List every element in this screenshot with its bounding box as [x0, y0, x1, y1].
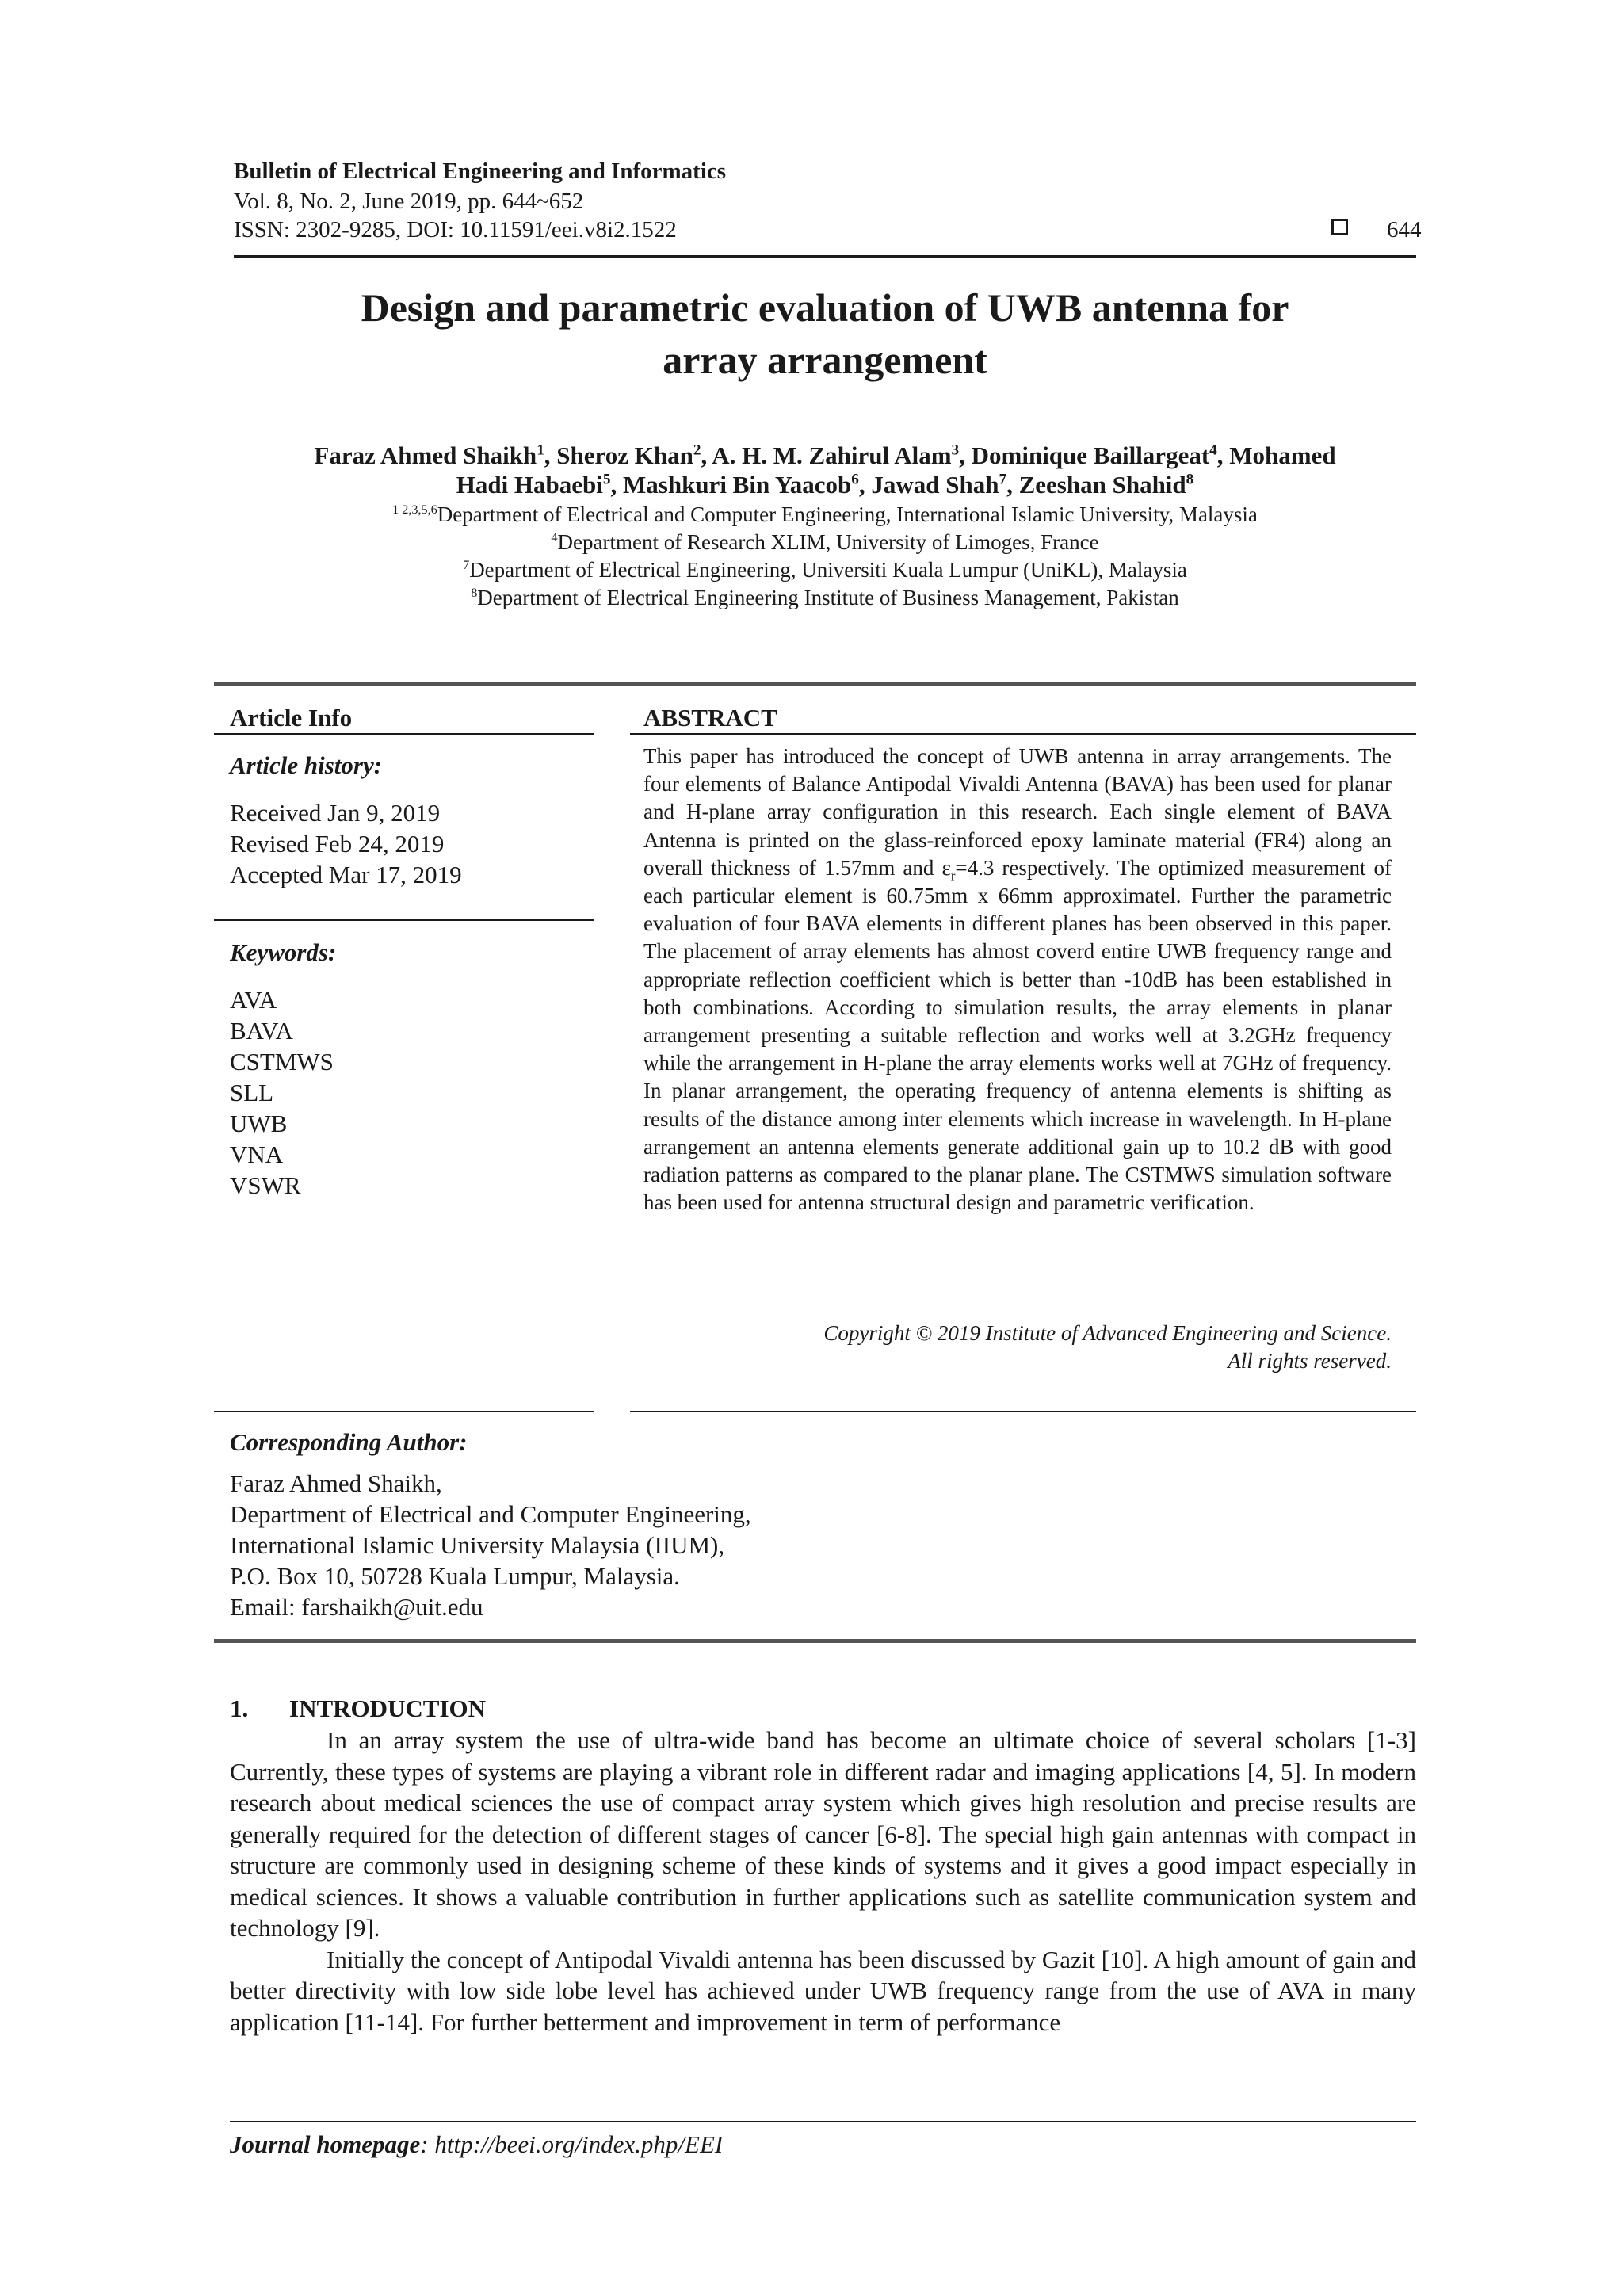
abstract-body: [643, 743, 1392, 1217]
journal-name: Bulletin of Electrical Engineering and Informatics: [234, 159, 727, 184]
section-number: 1.: [230, 1694, 249, 1722]
keywords-rule: [214, 919, 594, 921]
info-box-top-rule: [214, 682, 1416, 686]
author-name: Hadi Habaebi: [456, 471, 603, 499]
affiliation-line: [234, 584, 1416, 612]
affiliation-text: Department of Electrical Engineering, Universiti Kuala Lumpur (UniKL), Malaysia: [469, 558, 1187, 582]
paper-title: [234, 281, 1416, 386]
author-name: A. H. M. Zahirul Alam: [712, 441, 952, 469]
author-separator: ,: [1006, 471, 1019, 499]
author-sup: 6: [851, 471, 859, 488]
accepted-date: Accepted Mar 17, 2019: [230, 861, 462, 888]
author-separator: ,: [858, 471, 872, 499]
affiliations: [234, 501, 1416, 612]
abstract-subscript: r: [950, 868, 956, 884]
footer-label: Journal homepage: [230, 2130, 421, 2158]
info-box-bottom-rule: [214, 1639, 1416, 1643]
affiliation-sup: 7: [463, 558, 470, 572]
affiliation-sup: 4: [551, 530, 558, 544]
affiliation-text: Department of Electrical Engineering Institute of Business Management, Pakistan: [477, 586, 1179, 609]
abstract-part-1: This paper has introduced the concept of UWB antenna in array arrangements. The four elements of Balance Antipodal Vivaldi Antenna (BAVA) has been used for planar and H-plane array configuration in this research. Each single element of BAVA Antenna is printed on the glass-reinforced epoxy laminate material (FR4) along an overall thickness of 1.57mm and ε: [643, 744, 1392, 880]
author-separator: ,: [959, 441, 972, 469]
keyword: AVA: [230, 986, 277, 1014]
footer-url[interactable]: : http://beei.org/index.php/EEI: [420, 2130, 724, 2158]
author-name: Zeeshan Shahid: [1018, 471, 1186, 499]
paragraph: Initially the concept of Antipodal Vivaldi antenna has been discussed by Gazit [10]. A high amount of gain and better directivity with low side lobe level has achieved under UWB frequency range from the use of AVA in many application [11-14]. For further betterment and improvement in term of performance: [230, 1945, 1416, 2036]
author-name: Mohamed: [1229, 441, 1336, 469]
received-date: Received Jan 9, 2019: [230, 799, 441, 827]
author-separator: ,: [1216, 441, 1230, 469]
author-name: Sheroz Khan: [556, 441, 693, 469]
keyword: SLL: [230, 1079, 274, 1106]
author-separator: ,: [610, 471, 624, 499]
author-name: Faraz Ahmed Shaikh: [314, 441, 537, 469]
article-info-bottom-rule: [214, 1411, 594, 1412]
section-heading: [230, 1694, 486, 1723]
author-sup: 7: [999, 471, 1007, 488]
corresponding-author-details: [230, 1468, 751, 1622]
keywords-label: Keywords:: [230, 938, 337, 966]
affiliation-text: Department of Electrical and Computer Engineering, International Islamic University, Malaysia: [437, 502, 1258, 526]
volume-info: Vol. 8, No. 2, June 2019, pp. 644~652: [234, 189, 584, 214]
keyword: VSWR: [230, 1171, 301, 1199]
author-sup: 3: [951, 441, 960, 459]
introduction-body: [230, 1725, 1416, 2038]
abstract-bottom-rule: [630, 1411, 1416, 1412]
issn-doi: ISSN: 2302-9285, DOI: 10.11591/eei.v8i2.1522: [234, 217, 677, 243]
author-name: Jawad Shah: [871, 471, 999, 499]
journal-homepage: [230, 2130, 723, 2159]
affiliation-line: [234, 556, 1416, 584]
author-sup: 1: [537, 441, 544, 459]
paragraph: In an array system the use of ultra-wide band has become an ultimate choice of several scholars [1-3] Currently, these types of systems are playing a vibrant role in different radar and imaging applications [4, 5]. In modern research about medical sciences the use of compact array system which gives high resolution and precise results are generally required for the detection of different stages of cancer [6-8]. The special high gain antennas with compact in structure are commonly used in designing scheme of these kinds of systems and it gives a good impact especially in medical sciences. It shows a valuable contribution in further applications such as satellite communication system and technology [9].: [230, 1726, 1416, 1942]
author-name: Mashkuri Bin Yaacob: [623, 471, 852, 499]
checkbox-square-icon: [1331, 219, 1348, 235]
page-number: 644: [1387, 217, 1422, 243]
author-line-2: [234, 470, 1416, 499]
keyword: CSTMWS: [230, 1048, 334, 1075]
corresponding-dept: Department of Electrical and Computer Engineering,: [230, 1500, 751, 1528]
affiliation-line: [234, 501, 1416, 529]
keyword: UWB: [230, 1110, 288, 1137]
corresponding-email: Email: farshaikh@uit.edu: [230, 1593, 483, 1621]
title-line-2: array arrangement: [663, 338, 987, 382]
section-title: INTRODUCTION: [289, 1694, 487, 1722]
article-info-rule: [214, 733, 594, 735]
revised-date: Revised Feb 24, 2019: [230, 830, 445, 858]
author-name: Dominique Baillargeat: [971, 441, 1210, 469]
keywords-list: [230, 984, 334, 1201]
copyright-line-1: Copyright © 2019 Institute of Advanced Engineering and Science.: [823, 1321, 1392, 1345]
copyright-line-2: All rights reserved.: [1228, 1349, 1392, 1373]
keyword: VNA: [230, 1140, 284, 1168]
author-separator: ,: [701, 441, 712, 469]
corresponding-name: Faraz Ahmed Shaikh,: [230, 1469, 442, 1497]
title-line-1: Design and parametric evaluation of UWB antenna for: [361, 285, 1289, 330]
article-history-label: Article history:: [230, 751, 383, 779]
affiliation-line: [234, 529, 1416, 556]
author-sup: 2: [693, 441, 701, 459]
author-sup: 5: [602, 471, 611, 488]
keyword: BAVA: [230, 1017, 293, 1045]
corresponding-university: International Islamic University Malaysia (IIUM),: [230, 1531, 725, 1559]
abstract-rule: [630, 733, 1416, 735]
affiliation-sup: 8: [471, 586, 478, 600]
abstract-heading: ABSTRACT: [643, 704, 777, 732]
article-info-heading: Article Info: [230, 704, 353, 732]
footer-rule: [230, 2121, 1416, 2122]
author-sup: 8: [1186, 471, 1194, 488]
author-separator: ,: [544, 441, 557, 469]
author-list: [234, 441, 1416, 499]
author-sup: 4: [1209, 441, 1217, 459]
header-rule: [234, 255, 1416, 258]
affiliation-text: Department of Research XLIM, University of Limoges, France: [557, 530, 1099, 554]
affiliation-sup: 1 2,3,5,6: [392, 502, 437, 517]
abstract-part-2: =4.3 respectively. The optimized measurement of each particular element is 60.75mm x 66mm approximatel. Further the parametric evaluation of four BAVA elements in different planes has been observed in this paper. The placement of array elements has almost coverd entire UWB frequency range and appropriate reflection coefficient which is better than -10dB has been established in both combinations. According to simulation results, the array elements in planar arrangement presenting a suitable reflection and works well at 3.2GHz frequency while the arrangement in H-plane the array elements works well at 7GHz of frequency. In planar arrangement, the operating frequency of antenna elements is shifting as results of the distance among inter elements which increase in wavelength. In H-plane arrangement an antenna elements generate additional gain up to 10.2 dB with good radiation patterns as compared to the planar plane. The CSTMWS simulation software has been used for antenna structural design and parametric verification.: [643, 855, 1392, 1215]
copyright-notice: [643, 1320, 1392, 1375]
article-history: [230, 797, 462, 890]
corresponding-author-label: Corresponding Author:: [230, 1428, 468, 1456]
corresponding-address: P.O. Box 10, 50728 Kuala Lumpur, Malaysia.: [230, 1562, 680, 1590]
author-line-1: [234, 441, 1416, 470]
